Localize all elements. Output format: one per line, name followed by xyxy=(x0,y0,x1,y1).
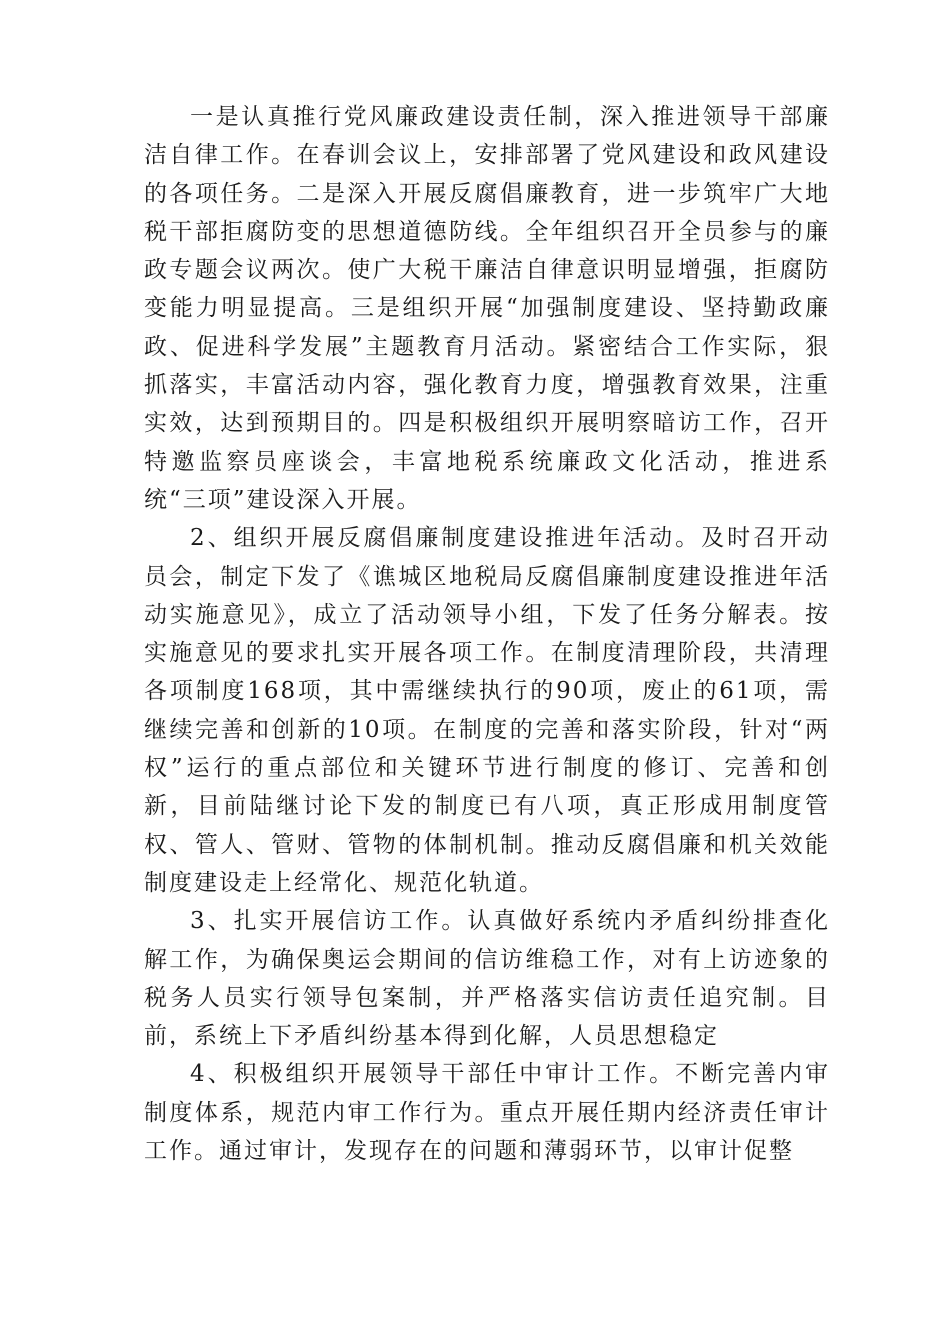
paragraph-anti-corruption-duties: 一是认真推行党风廉政建设责任制，深入推进领导干部廉洁自律工作。在春训会议上，安排部署了党风建设和政风建设的各项任务。二是深入开展反腐倡廉教育，进一步筑牢广大地税干部拒腐防变的思想道德防线。全年组织召开全员参与的廉政专题会议两次。使广大税干廉洁自律意识明显增强，拒腐防变能力明显提高。三是组织开展“加强制度建设、坚持勤政廉政、促进科学发展”主题教育月活动。紧密结合工作实际，狠抓落实，丰富活动内容，强化教育力度，增强教育效果，注重实效，达到预期目的。四是积极组织开展明察暗访工作，召开特邀监察员座谈会，丰富地税系统廉政文化活动，推进系统“三项”建设深入开展。 xyxy=(144,104,830,513)
paragraph-system-building-year: 2、组织开展反腐倡廉制度建设推进年活动。及时召开动员会，制定下发了《谯城区地税局反腐倡廉制度建设推进年活动实施意见》，成立了活动领导小组，下发了任务分解表。按实施意见的要求扎实开展各项工作。在制度清理阶段，共清理各项制度168项，其中需继续执行的90项，废止的61项，需继续完善和创新的10项。在制度的完善和落实阶段，针对“两权”运行的重点部位和关键环节进行制度的修订、完善和创新，目前陆继讨论下发的制度已有八项，真正形成用制度管权、管人、管财、管物的体制机制。推动反腐倡廉和机关效能制度建设走上经常化、规范化轨道。 xyxy=(144,525,830,896)
paragraph-audit-work: 4、积极组织开展领导干部任中审计工作。不断完善内审制度体系，规范内审工作行为。重点开展任期内经济责任审计工作。通过审计，发现存在的问题和薄弱环节，以审计促整 xyxy=(144,1061,830,1165)
paragraph-petition-work: 3、扎实开展信访工作。认真做好系统内矛盾纠纷排查化解工作，为确保奥运会期间的信访维稳工作，对有上访迹象的税务人员实行领导包案制，并严格落实信访责任追究制。目前，系统上下矛盾纠纷基本得到化解，人员思想稳定 xyxy=(144,908,830,1050)
document-body xyxy=(144,98,830,1170)
